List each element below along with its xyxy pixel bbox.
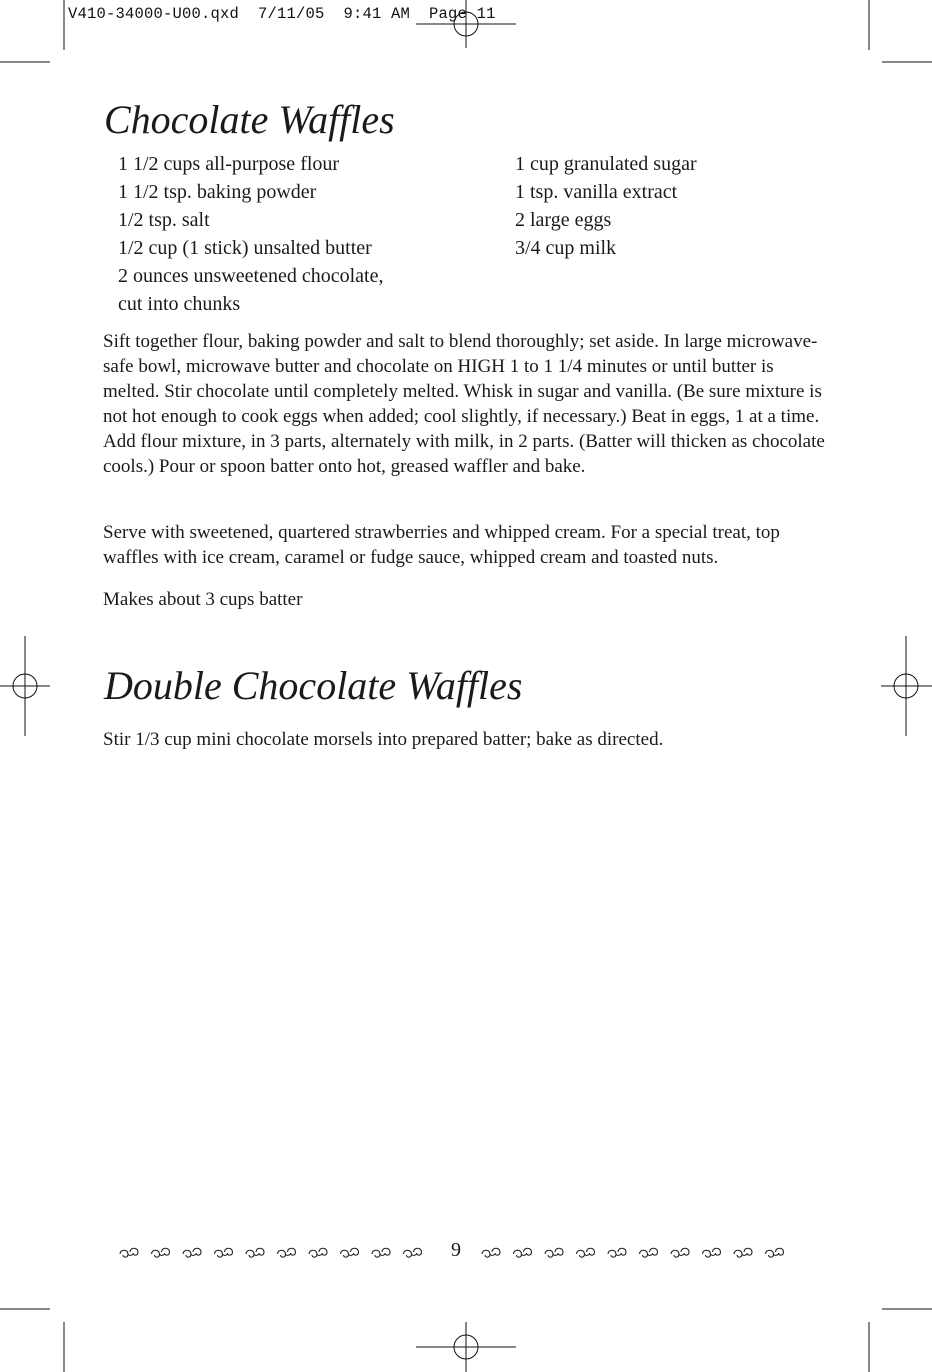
scroll-ornament-icon: [640, 1248, 658, 1257]
scroll-ornament-icon-right: [482, 1248, 784, 1257]
footer-ornament: [0, 1238, 932, 1268]
scroll-ornament-icon: [215, 1248, 233, 1257]
ingredient-item: 1/2 cup (1 stick) unsalted butter: [118, 237, 372, 259]
ingredient-item: cut into chunks: [118, 293, 241, 315]
recipe-title-double-chocolate-waffles: Double Chocolate Waffles: [104, 663, 523, 708]
page-number: 9: [451, 1239, 461, 1261]
scroll-ornament-icon: [514, 1248, 532, 1257]
print-slug: V410-34000-U00.qxd 7/11/05 9:41 AM Page 11: [68, 5, 496, 23]
recipe-directions: Sift together flour, baking powder and salt to blend thoroughly; set aside. In large microwave-safe bowl, microwave butter and chocolate on HIGH 1 to 1 1/4 minutes or until butter is melted. Stir chocolate until completely melted. Whisk in sugar and vanilla. (Be sure mixture is not hot enough to cook eggs when added; cool slightly, if necessary.) Beat in eggs, 1 at a time. Add flour mixture, in 3 parts, alternately with milk, in 2 parts. (Batter will thicken as chocolate cools.) Pour or spoon batter onto hot, greased waffler and bake.: [103, 331, 825, 477]
ingredient-item: 1 tsp. vanilla extract: [515, 181, 678, 203]
scroll-ornament-icon: [152, 1248, 170, 1257]
scroll-ornament-icon: [734, 1248, 752, 1257]
scroll-ornament-icon: [309, 1248, 327, 1257]
scroll-ornament-icon: [278, 1248, 296, 1257]
scroll-ornament-icon: [766, 1248, 784, 1257]
scroll-ornament-icon-left: [120, 1248, 422, 1257]
scroll-ornament-icon: [404, 1248, 422, 1257]
registration-mark-bottom-icon: [416, 1322, 516, 1372]
ingredient-item: 2 large eggs: [515, 209, 612, 231]
scroll-ornament-icon: [341, 1248, 359, 1257]
registration-mark-right-icon: [881, 636, 932, 736]
scroll-ornament-icon: [577, 1248, 595, 1257]
ingredients-list-left: [118, 150, 448, 318]
serving-suggestion: Serve with sweetened, quartered strawberries and whipped cream. For a special treat, top waffles with ice cream, caramel or fudge sauce, whipped cream and toasted nuts.: [103, 522, 780, 568]
ingredient-item: 2 ounces unsweetened chocolate,: [118, 265, 384, 287]
scroll-ornament-icon: [183, 1248, 201, 1257]
ingredient-item: 1 1/2 tsp. baking powder: [118, 181, 317, 203]
ingredient-item: 1/2 tsp. salt: [118, 209, 210, 231]
ingredient-item: 1 cup granulated sugar: [515, 153, 697, 175]
registration-mark-left-icon: [0, 636, 50, 736]
ingredients-list-right: [515, 150, 845, 262]
ingredient-item: 1 1/2 cups all-purpose flour: [118, 153, 340, 175]
ingredient-item: 3/4 cup milk: [515, 237, 617, 259]
scroll-ornament-icon: [482, 1248, 500, 1257]
scroll-ornament-icon: [545, 1248, 563, 1257]
scroll-ornament-icon: [372, 1248, 390, 1257]
recipe-yield: Makes about 3 cups batter: [103, 589, 303, 610]
scroll-ornament-icon: [120, 1248, 138, 1257]
recipe-title-chocolate-waffles: Chocolate Waffles: [104, 97, 395, 142]
variation-directions: Stir 1/3 cup mini chocolate morsels into prepared batter; bake as directed.: [103, 729, 664, 750]
scroll-ornament-icon: [703, 1248, 721, 1257]
scroll-ornament-icon: [671, 1248, 689, 1257]
scroll-ornament-icon: [246, 1248, 264, 1257]
registration-mark-top-icon: [416, 0, 516, 48]
scroll-ornament-icon: [608, 1248, 626, 1257]
